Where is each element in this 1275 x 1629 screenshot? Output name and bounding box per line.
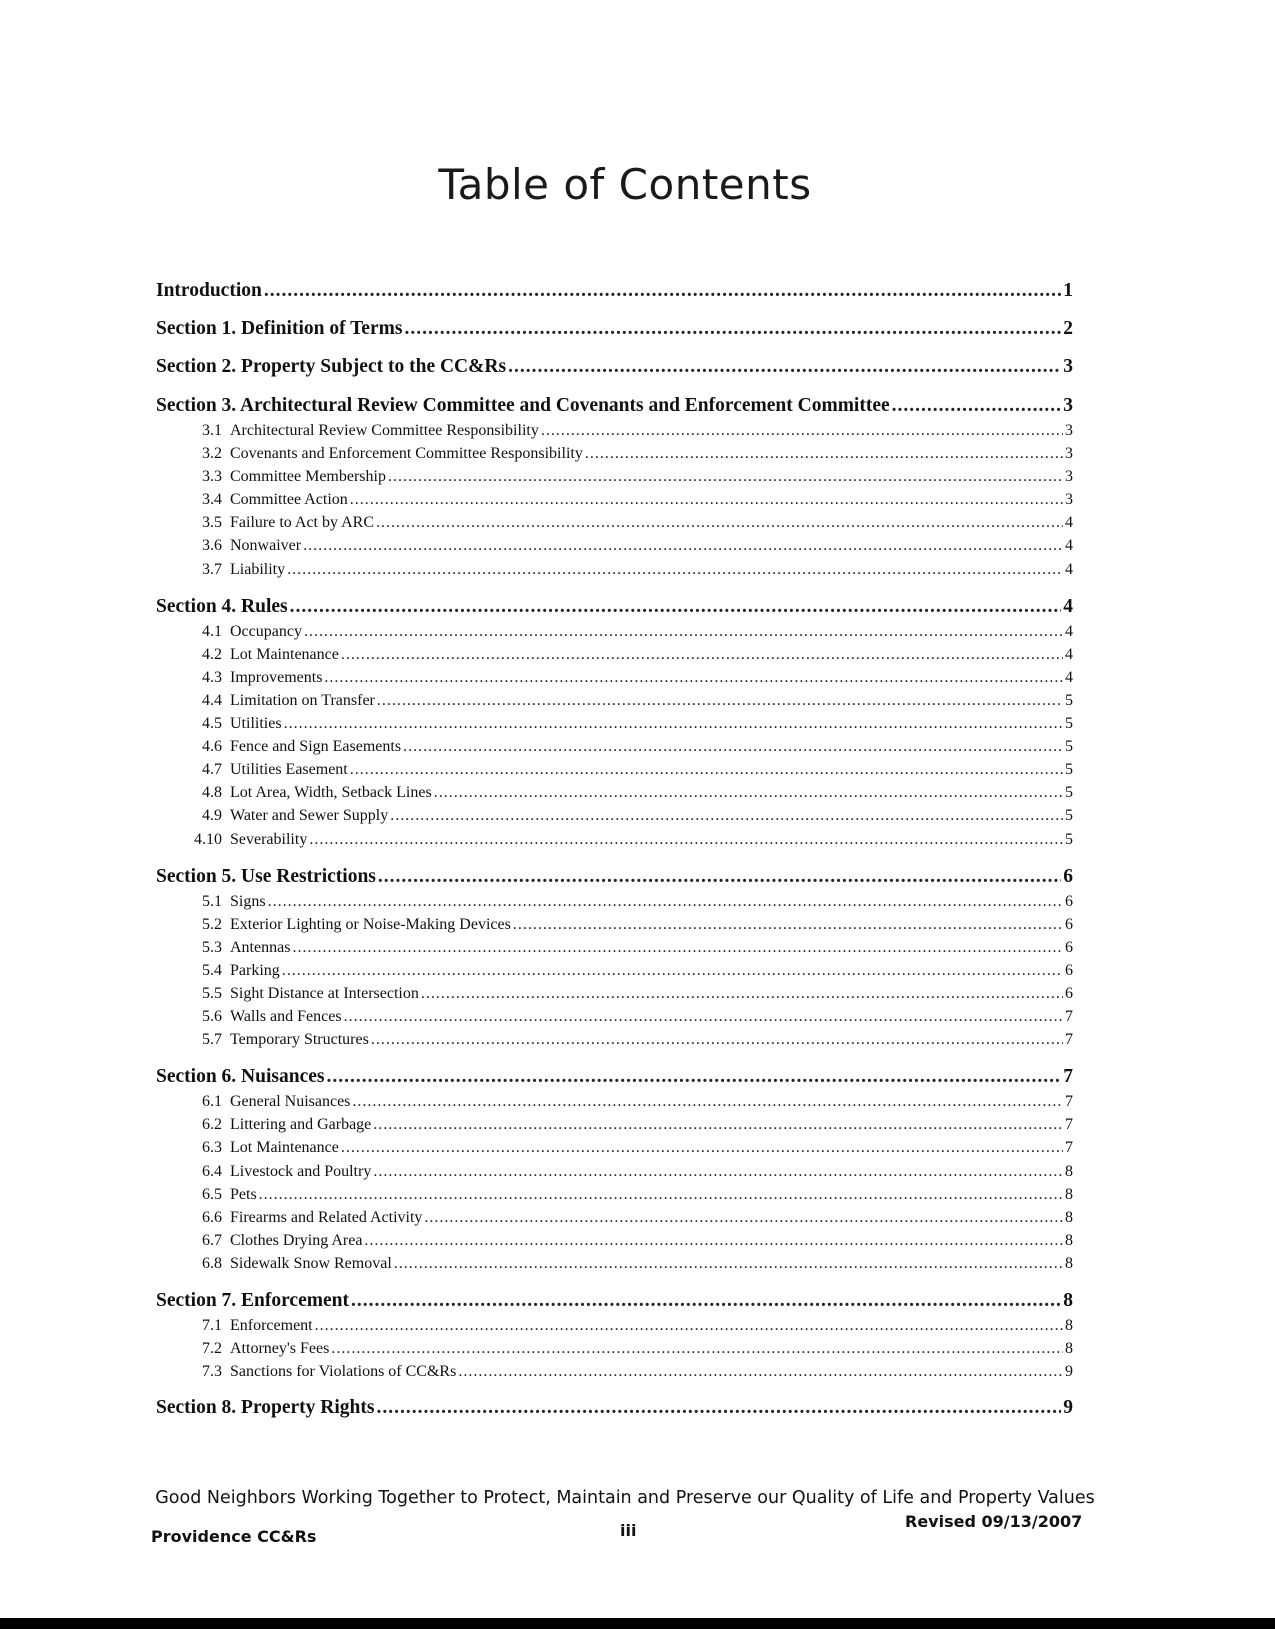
dot-leader xyxy=(264,272,1061,310)
toc-subsection-entry xyxy=(156,666,1073,689)
toc-subsection-page: 3 xyxy=(1065,445,1073,463)
dot-leader xyxy=(303,534,1063,557)
dot-leader xyxy=(892,392,1062,419)
toc-subsection-page: 5 xyxy=(1065,761,1073,779)
toc-subsection-entry xyxy=(156,558,1073,581)
toc-subsection-label: Walls and Fences xyxy=(230,1008,342,1026)
dot-leader xyxy=(394,1252,1063,1275)
toc-subsection-number: 7.1 xyxy=(202,1317,222,1334)
section-spacer xyxy=(156,581,1073,587)
toc-subsection-number: 5.3 xyxy=(202,938,222,956)
toc-subsection-number: 5.6 xyxy=(202,1008,222,1026)
toc-subsection-entry xyxy=(156,620,1073,643)
toc-subsection-entry xyxy=(156,913,1073,936)
page-title: Table of Contents xyxy=(438,160,812,209)
toc-subsection-entry xyxy=(156,781,1073,804)
toc-subsection-number: 4.1 xyxy=(202,622,222,640)
dot-leader xyxy=(377,689,1063,712)
toc-subsection-number: 6.4 xyxy=(202,1162,222,1180)
toc-subsection-page: 5 xyxy=(1065,738,1073,756)
toc-subsection-page: 5 xyxy=(1065,691,1073,709)
toc-subsection-label: Limitation on Transfer xyxy=(230,691,375,709)
toc-subsection-entry xyxy=(156,1229,1073,1252)
toc-subsection-number: 4.3 xyxy=(202,668,222,686)
toc-subsection-page: 8 xyxy=(1065,1231,1073,1249)
toc-section-page: 4 xyxy=(1063,595,1073,617)
footer-page-number: iii xyxy=(620,1521,637,1540)
toc-subsection-label: Pets xyxy=(230,1185,257,1203)
toc-subsection-label: Severability xyxy=(230,830,308,848)
toc-subsection-label: Covenants and Enforcement Committee Responsibility xyxy=(230,445,583,463)
toc-subsection-label: General Nuisances xyxy=(230,1093,351,1111)
toc-subsection-label: Utilities Easement xyxy=(230,761,348,779)
toc-subsection-label: Clothes Drying Area xyxy=(230,1231,363,1249)
toc-subsection-number: 7.2 xyxy=(202,1340,222,1358)
dot-leader xyxy=(292,936,1063,959)
toc-section-page: 9 xyxy=(1063,1397,1073,1419)
toc-subsection-entry xyxy=(156,735,1073,758)
toc-subsection-number: 7.3 xyxy=(202,1363,222,1381)
toc-subsection-page: 6 xyxy=(1065,938,1073,956)
toc-subsection-number: 5.4 xyxy=(202,961,222,979)
dot-leader xyxy=(341,1136,1063,1159)
toc-subsection-label: Antennas xyxy=(230,938,291,956)
toc-subsection-entry xyxy=(156,828,1073,851)
toc-section xyxy=(156,863,1073,1058)
toc-subsection-entry xyxy=(156,1183,1073,1206)
toc-subsection-page: 4 xyxy=(1065,668,1073,686)
toc-section xyxy=(156,1389,1073,1427)
toc-subsection-label: Failure to Act by ARC xyxy=(230,514,374,532)
toc-subsection-label: Occupancy xyxy=(230,622,302,640)
toc-subsection-label: Improvements xyxy=(230,668,323,686)
dot-leader xyxy=(341,643,1063,666)
toc-subsection-page: 8 xyxy=(1065,1208,1073,1226)
toc-section-label: Section 7. Enforcement xyxy=(156,1290,349,1311)
dot-leader xyxy=(424,1206,1063,1229)
dot-leader xyxy=(331,1337,1063,1360)
toc-subsection-page: 4 xyxy=(1065,622,1073,640)
toc-subsection-page: 4 xyxy=(1065,514,1073,532)
toc-subsection-page: 8 xyxy=(1065,1162,1073,1180)
toc-subsection-label: Enforcement xyxy=(230,1317,313,1334)
toc-subsection-label: Temporary Structures xyxy=(230,1031,369,1049)
toc-subsection-label: Architectural Review Committee Responsibility xyxy=(230,422,539,439)
section-spacer xyxy=(156,1051,1073,1057)
section-spacer xyxy=(156,1275,1073,1281)
toc-subsection-number: 6.3 xyxy=(202,1139,222,1157)
dot-leader xyxy=(508,348,1061,386)
toc-subsection-label: Lot Maintenance xyxy=(230,645,339,663)
toc-subsection-number: 4.8 xyxy=(202,784,222,802)
toc-subsection-number: 4.10 xyxy=(194,830,222,848)
toc-subsection-label: Committee Action xyxy=(230,491,348,509)
footer-revision-date: Revised 09/13/2007 xyxy=(905,1512,1083,1531)
toc-section-label: Section 4. Rules xyxy=(156,595,288,617)
dot-leader xyxy=(364,1229,1063,1252)
table-of-contents xyxy=(156,272,1073,1427)
toc-subsection-label: Sanctions for Violations of CC&Rs xyxy=(230,1363,457,1381)
toc-subsection-label: Attorney's Fees xyxy=(230,1340,330,1358)
toc-subsection-number: 4.7 xyxy=(202,761,222,779)
toc-subsection-label: Exterior Lighting or Noise-Making Devices xyxy=(230,915,511,933)
toc-subsection-page: 8 xyxy=(1065,1340,1073,1358)
toc-section-page: 3 xyxy=(1063,395,1073,416)
toc-subsection-page: 6 xyxy=(1065,915,1073,933)
toc-subsection-number: 3.4 xyxy=(202,491,222,509)
toc-subsection-page: 7 xyxy=(1065,1031,1073,1049)
toc-subsection-label: Sight Distance at Intersection xyxy=(230,984,419,1002)
toc-subsection-page: 5 xyxy=(1065,784,1073,802)
toc-subsection-number: 6.1 xyxy=(202,1093,222,1111)
toc-section-label: Section 5. Use Restrictions xyxy=(156,865,376,887)
dot-leader xyxy=(259,1183,1063,1206)
toc-section-page: 8 xyxy=(1063,1290,1073,1311)
toc-subsection-entry xyxy=(156,959,1073,982)
toc-subsection-entry xyxy=(156,442,1073,465)
toc-section-page: 7 xyxy=(1063,1066,1073,1088)
toc-subsection-page: 8 xyxy=(1065,1317,1073,1334)
toc-subsection-label: Utilities xyxy=(230,715,282,733)
toc-subsection-page: 4 xyxy=(1065,537,1073,555)
toc-subsection-number: 5.5 xyxy=(202,984,222,1002)
toc-section xyxy=(156,1287,1073,1389)
toc-subsection-page: 5 xyxy=(1065,715,1073,733)
toc-subsection-entry xyxy=(156,689,1073,712)
toc-section xyxy=(156,593,1073,857)
toc-subsection-label: Nonwaiver xyxy=(230,537,302,555)
toc-subsection-number: 6.8 xyxy=(202,1254,222,1272)
toc-subsection-page: 6 xyxy=(1065,984,1073,1002)
toc-subsection-label: Fence and Sign Easements xyxy=(230,738,402,756)
toc-subsection-number: 3.3 xyxy=(202,468,222,486)
toc-subsection-entry xyxy=(156,643,1073,666)
dot-leader xyxy=(458,1360,1063,1383)
dot-leader xyxy=(284,712,1063,735)
dot-leader xyxy=(309,828,1063,851)
toc-subsection-label: Lot Area, Width, Setback Lines xyxy=(230,784,432,802)
toc-subsection-entry xyxy=(156,1113,1073,1136)
toc-subsection-number: 6.7 xyxy=(202,1231,222,1249)
toc-subsection-number: 3.1 xyxy=(202,422,222,439)
toc-subsection-number: 4.9 xyxy=(202,807,222,825)
toc-subsection-number: 5.2 xyxy=(202,915,222,933)
toc-section-label: Introduction xyxy=(156,280,262,301)
toc-section-label: Section 8. Property Rights xyxy=(156,1397,375,1419)
toc-section-label: Section 1. Definition of Terms xyxy=(156,318,403,339)
toc-subsection-entry xyxy=(156,890,1073,913)
toc-subsection-number: 6.5 xyxy=(202,1185,222,1203)
dot-leader xyxy=(404,310,1061,348)
toc-subsection-entry xyxy=(156,488,1073,511)
dot-leader xyxy=(282,959,1063,982)
toc-subsection-page: 7 xyxy=(1065,1116,1073,1134)
toc-section-page: 1 xyxy=(1063,280,1073,301)
dot-leader xyxy=(541,419,1063,442)
toc-subsection-entry xyxy=(156,712,1073,735)
toc-subsection-entry xyxy=(156,1136,1073,1159)
toc-section-page: 2 xyxy=(1063,318,1073,339)
toc-section-page: 6 xyxy=(1063,865,1073,887)
toc-section xyxy=(156,1063,1073,1281)
toc-subsection-number: 4.2 xyxy=(202,645,222,663)
toc-subsection-entry xyxy=(156,1360,1073,1383)
toc-subsection-number: 3.5 xyxy=(202,514,222,532)
dot-leader xyxy=(390,804,1063,827)
toc-subsection-label: Signs xyxy=(230,892,266,910)
dot-leader xyxy=(585,442,1063,465)
toc-subsection-page: 8 xyxy=(1065,1185,1073,1203)
dot-leader xyxy=(376,1389,1061,1427)
toc-section xyxy=(156,392,1073,587)
dot-leader xyxy=(373,1160,1063,1183)
toc-subsection-entry xyxy=(156,1160,1073,1183)
toc-subsection-page: 4 xyxy=(1065,645,1073,663)
toc-subsection-entry xyxy=(156,1005,1073,1028)
dot-leader xyxy=(350,488,1063,511)
toc-subsection-number: 3.6 xyxy=(202,537,222,555)
toc-subsection-page: 3 xyxy=(1065,468,1073,486)
toc-subsection-number: 4.4 xyxy=(202,691,222,709)
dot-leader xyxy=(421,982,1063,1005)
toc-subsection-number: 3.2 xyxy=(202,445,222,463)
toc-section-entry xyxy=(156,863,1073,890)
toc-subsection-number: 3.7 xyxy=(202,560,222,578)
toc-subsection-page: 9 xyxy=(1065,1363,1073,1381)
toc-subsection-entry xyxy=(156,1206,1073,1229)
toc-subsection-entry xyxy=(156,1090,1073,1113)
toc-subsection-page: 6 xyxy=(1065,892,1073,910)
dot-leader xyxy=(373,1113,1063,1136)
toc-subsection-number: 4.5 xyxy=(202,715,222,733)
dot-leader xyxy=(287,558,1063,581)
dot-leader xyxy=(371,1028,1063,1051)
dot-leader xyxy=(403,735,1063,758)
toc-subsection-entry xyxy=(156,1028,1073,1051)
dot-leader xyxy=(352,1090,1063,1113)
toc-subsection-page: 8 xyxy=(1065,1254,1073,1272)
toc-section-entry xyxy=(156,392,1073,419)
toc-subsection-label: Committee Membership xyxy=(230,468,386,486)
toc-section xyxy=(156,310,1073,348)
dot-leader xyxy=(344,1005,1063,1028)
toc-subsection-number: 4.6 xyxy=(202,738,222,756)
dot-leader xyxy=(388,465,1063,488)
toc-subsection-page: 7 xyxy=(1065,1093,1073,1111)
dot-leader xyxy=(324,666,1063,689)
dot-leader xyxy=(351,1287,1061,1314)
toc-subsection-entry xyxy=(156,534,1073,557)
toc-subsection-number: 6.2 xyxy=(202,1116,222,1134)
toc-subsection-entry xyxy=(156,936,1073,959)
toc-section-label: Section 3. Architectural Review Committee and Covenants and Enforcement Committee xyxy=(156,395,890,416)
dot-leader xyxy=(376,511,1063,534)
toc-section-label: Section 6. Nuisances xyxy=(156,1066,325,1088)
toc-section xyxy=(156,348,1073,386)
toc-subsection-page: 6 xyxy=(1065,961,1073,979)
toc-subsection-page: 4 xyxy=(1065,560,1073,578)
toc-subsection-label: Livestock and Poultry xyxy=(230,1162,372,1180)
toc-section-entry xyxy=(156,593,1073,620)
section-spacer xyxy=(156,851,1073,857)
toc-subsection-label: Sidewalk Snow Removal xyxy=(230,1254,392,1272)
toc-subsection-entry xyxy=(156,465,1073,488)
toc-subsection-page: 3 xyxy=(1065,491,1073,509)
toc-section-entry xyxy=(156,1287,1073,1314)
dot-leader xyxy=(513,913,1063,936)
dot-leader xyxy=(350,758,1063,781)
toc-subsection-entry xyxy=(156,1337,1073,1360)
toc-subsection-page: 5 xyxy=(1065,830,1073,848)
toc-subsection-label: Lot Maintenance xyxy=(230,1139,339,1157)
toc-subsection-entry xyxy=(156,758,1073,781)
toc-subsection-entry xyxy=(156,804,1073,827)
toc-subsection-number: 5.1 xyxy=(202,892,222,910)
dot-leader xyxy=(290,593,1062,620)
dot-leader xyxy=(315,1314,1063,1337)
toc-subsection-entry xyxy=(156,982,1073,1005)
toc-subsection-page: 3 xyxy=(1065,422,1073,439)
toc-subsection-number: 6.6 xyxy=(202,1208,222,1226)
toc-section-entry xyxy=(156,1389,1073,1427)
toc-subsection-page: 7 xyxy=(1065,1008,1073,1026)
toc-section-entry xyxy=(156,348,1073,386)
dot-leader xyxy=(326,1063,1061,1090)
toc-subsection-number: 5.7 xyxy=(202,1031,222,1049)
toc-section-page: 3 xyxy=(1063,356,1073,377)
toc-subsection-entry xyxy=(156,419,1073,442)
toc-subsection-label: Firearms and Related Activity xyxy=(230,1208,423,1226)
toc-section-label: Section 2. Property Subject to the CC&Rs xyxy=(156,356,507,377)
toc-section-entry xyxy=(156,272,1073,310)
toc-subsection-entry xyxy=(156,511,1073,534)
footer-tagline: Good Neighbors Working Together to Protect, Maintain and Preserve our Quality of Life and Property Values xyxy=(155,1488,1095,1508)
toc-section-entry xyxy=(156,1063,1073,1090)
toc-subsection-page: 5 xyxy=(1065,807,1073,825)
dot-leader xyxy=(434,781,1063,804)
toc-subsection-entry xyxy=(156,1252,1073,1275)
toc-subsection-label: Littering and Garbage xyxy=(230,1116,372,1134)
dot-leader xyxy=(378,863,1061,890)
toc-subsection-page: 7 xyxy=(1065,1139,1073,1157)
dot-leader xyxy=(304,620,1063,643)
toc-section-entry xyxy=(156,310,1073,348)
toc-subsection-label: Liability xyxy=(230,560,286,578)
dot-leader xyxy=(268,890,1063,913)
toc-subsection-entry xyxy=(156,1314,1073,1337)
toc-subsection-label: Water and Sewer Supply xyxy=(230,807,389,825)
toc-subsection-label: Parking xyxy=(230,961,280,979)
toc-section xyxy=(156,272,1073,310)
footer-document-name: Providence CC&Rs xyxy=(151,1527,317,1546)
